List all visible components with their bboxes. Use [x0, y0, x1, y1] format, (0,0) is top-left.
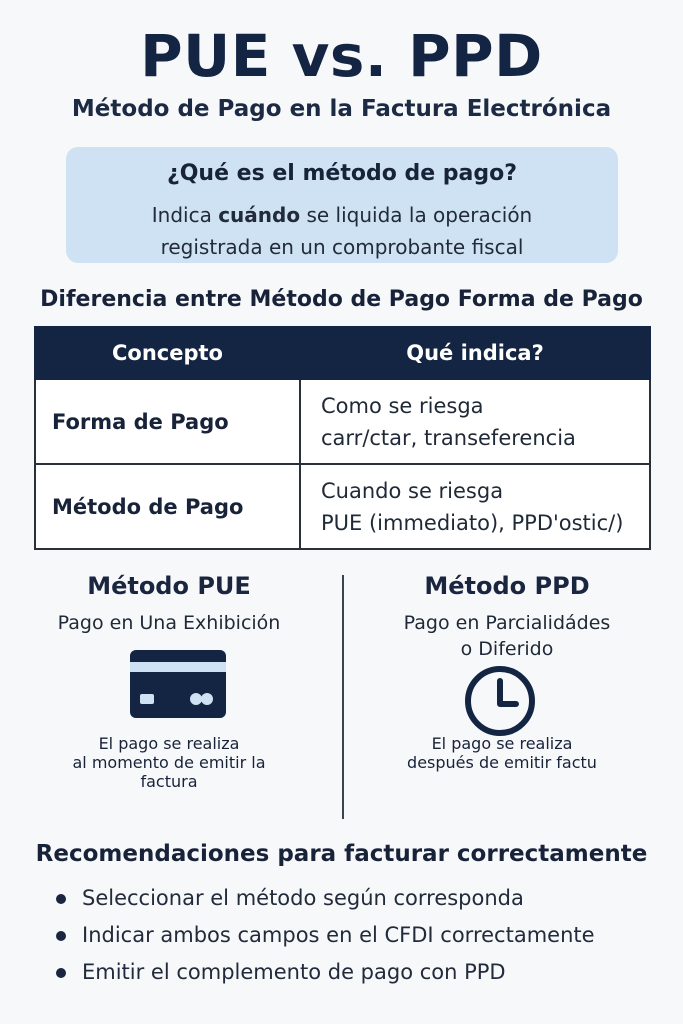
info-text-after: se liquida la operación — [300, 203, 533, 227]
list-item-text: Indicar ambos campos en el CFDI correctamente — [82, 923, 595, 947]
recommendations-list — [52, 880, 595, 991]
page-title: PUE vs. PPD — [140, 22, 543, 90]
table-header-meaning: Qué indica? — [300, 327, 650, 379]
list-item — [52, 880, 595, 917]
table-cell-line: Cuando se riesga — [321, 478, 504, 503]
pue-desc-line: factura — [140, 772, 198, 791]
pue-column — [4, 572, 334, 636]
list-item — [52, 954, 595, 991]
ppd-subtitle-line: Pago en Parcialidádes — [403, 612, 611, 634]
pue-subtitle: Pago en Una Exhibición — [57, 612, 281, 634]
bullet-icon — [56, 894, 66, 904]
comparison-table — [34, 326, 651, 550]
pue-description — [4, 734, 334, 791]
table-cell-line: PUE (immediato), PPD'ostic/) — [321, 510, 624, 535]
credit-card-icon — [130, 650, 226, 718]
table-cell-line: Como se riesga — [321, 393, 484, 418]
table-header-concept: Concepto — [35, 327, 300, 379]
clock-icon — [463, 664, 537, 738]
table-cell-line: carr/ctar, transeferencia — [321, 425, 576, 450]
ppd-title: Método PPD — [424, 572, 590, 600]
table-cell-concept: Forma de Pago — [35, 379, 300, 464]
table-header-row — [35, 327, 650, 379]
ppd-subtitle-line: o Diferido — [460, 638, 554, 660]
bullet-icon — [56, 968, 66, 978]
table-row — [35, 379, 650, 464]
page-subtitle: Método de Pago en la Factura Electrónica — [71, 96, 612, 122]
info-text-before: Indica — [151, 203, 219, 227]
pue-title: Método PUE — [87, 572, 251, 600]
ppd-desc-line: El pago se realiza — [431, 734, 573, 753]
pue-desc-line: al momento de emitir la — [72, 753, 266, 772]
recommendations-heading: Recomendaciones para facturar correctamente — [35, 841, 648, 867]
bullet-icon — [56, 931, 66, 941]
info-text-bold: cuándo — [218, 203, 301, 227]
comparison-heading: Diferencia entre Método de Pago Forma de Pago — [40, 287, 643, 312]
table-row — [35, 464, 650, 549]
ppd-description — [352, 734, 652, 772]
list-item — [52, 917, 595, 954]
info-text-line2: registrada en un comprobante fiscal — [160, 235, 524, 259]
info-question: ¿Qué es el método de pago? — [166, 161, 518, 186]
list-item-text: Emitir el complemento de pago con PPD — [82, 960, 506, 984]
info-box — [66, 147, 618, 263]
info-text — [66, 199, 618, 263]
ppd-subtitle — [342, 610, 672, 662]
list-item-text: Seleccionar el método según corresponda — [82, 886, 524, 910]
ppd-column — [342, 572, 672, 662]
table-cell-meaning — [300, 379, 650, 464]
table-cell-concept: Método de Pago — [35, 464, 300, 549]
pue-desc-line: El pago se realiza — [98, 734, 240, 753]
table-cell-meaning — [300, 464, 650, 549]
ppd-desc-line: después de emitir factu — [407, 753, 597, 772]
